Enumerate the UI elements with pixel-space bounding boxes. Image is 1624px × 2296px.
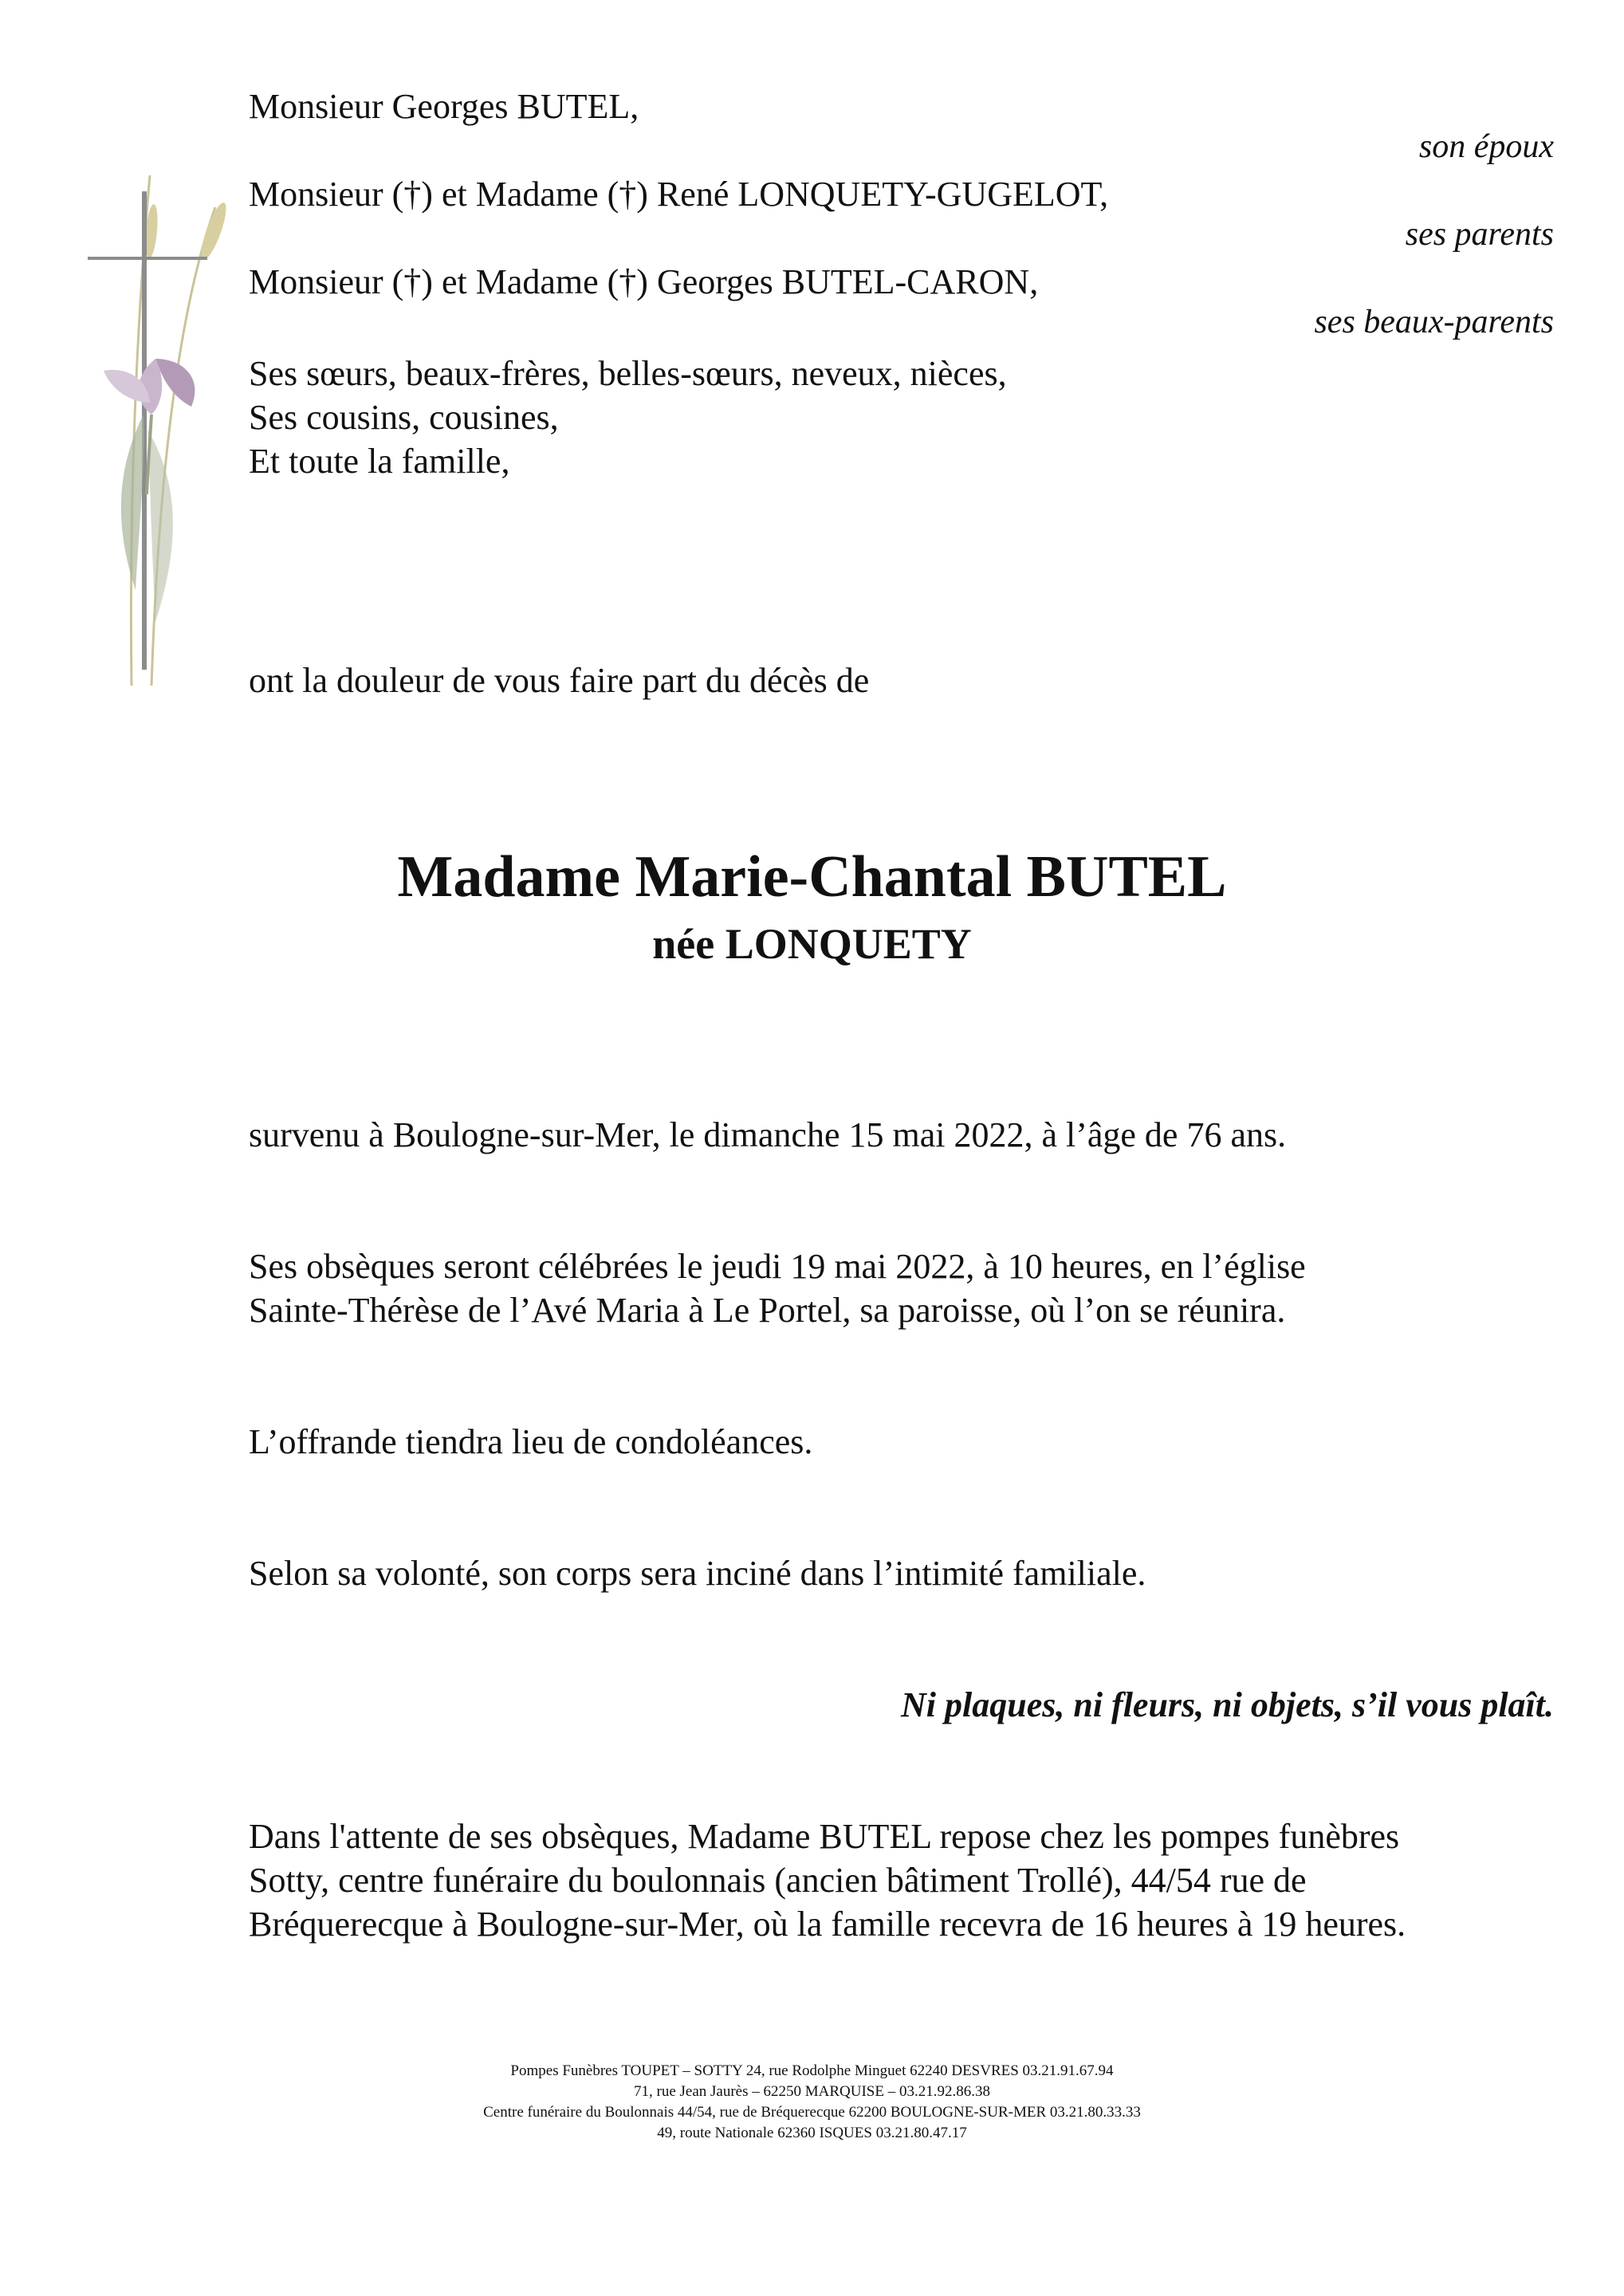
cremation-note: Selon sa volonté, son corps sera inciné dans l’intimité familiale. — [249, 1554, 1146, 1593]
footer-line2: 71, rue Jean Jaurès – 62250 MARQUISE – 03.21.92.86.38 — [634, 2083, 990, 2100]
leaf-1 — [121, 415, 144, 590]
wheat-stem-right — [151, 207, 215, 686]
role-in-laws: ses beaux-parents — [1314, 304, 1554, 340]
deceased-maiden-name: née LONQUETY — [652, 920, 972, 968]
family-line-parents: Monsieur (†) et Madame (†) René LONQUETY-GUGELOT, — [249, 175, 1109, 214]
funeral-details-line2: Sainte-Thérèse de l’Avé Maria à Le Portel, sa paroisse, où l’on se réunira. — [249, 1291, 1286, 1330]
role-spouse: son époux — [1418, 128, 1554, 165]
family-line-cousins: Ses cousins, cousines, — [249, 398, 559, 437]
funeral-details-line1: Ses obsèques seront célébrées le jeudi 19 mai 2022, à 10 heures, en l’église — [249, 1247, 1306, 1286]
offering-note: L’offrande tiendra lieu de condoléances. — [249, 1422, 813, 1461]
death-details: survenu à Boulogne-sur-Mer, le dimanche 15 mai 2022, à l’âge de 76 ans. — [249, 1115, 1287, 1154]
footer-line1: Pompes Funèbres TOUPET – SOTTY 24, rue Rodolphe Minguet 62240 DESVRES 03.21.91.67.94 — [510, 2062, 1114, 2079]
family-line-in-laws: Monsieur (†) et Madame (†) Georges BUTEL-CARON, — [249, 262, 1039, 301]
no-flowers-note: Ni plaques, ni fleurs, ni objets, s’il vous plaît. — [901, 1685, 1554, 1724]
announcement-text: ont la douleur de vous faire part du décès de — [249, 661, 870, 700]
rest-details-line3: Bréquerecque à Boulogne-sur-Mer, où la famille recevra de 16 heures à 19 heures. — [249, 1905, 1406, 1944]
leaf-2 — [148, 431, 173, 622]
family-line-spouse: Monsieur Georges BUTEL, — [249, 87, 639, 126]
cross-lily-decoration — [56, 175, 231, 702]
footer-line4: 49, route Nationale 62360 ISQUES 03.21.80.47.17 — [657, 2125, 967, 2141]
role-parents: ses parents — [1405, 216, 1554, 253]
cross-horizontal-bar — [88, 257, 207, 260]
family-line-siblings: Ses sœurs, beaux-frères, belles-sœurs, neveux, nièces, — [249, 354, 1007, 393]
deceased-name: Madame Marie-Chantal BUTEL — [397, 844, 1227, 910]
footer-line3: Centre funéraire du Boulonnais 44/54, rue de Bréquerecque 62200 BOULOGNE-SUR-MER 03.21.80.33.33 — [483, 2104, 1141, 2121]
rest-details-line1: Dans l'attente de ses obsèques, Madame BUTEL repose chez les pompes funèbres — [249, 1817, 1400, 1856]
rest-details-line2: Sotty, centre funéraire du boulonnais (ancien bâtiment Trollé), 44/54 rue de — [249, 1861, 1307, 1900]
family-line-all-family: Et toute la famille, — [249, 442, 510, 481]
